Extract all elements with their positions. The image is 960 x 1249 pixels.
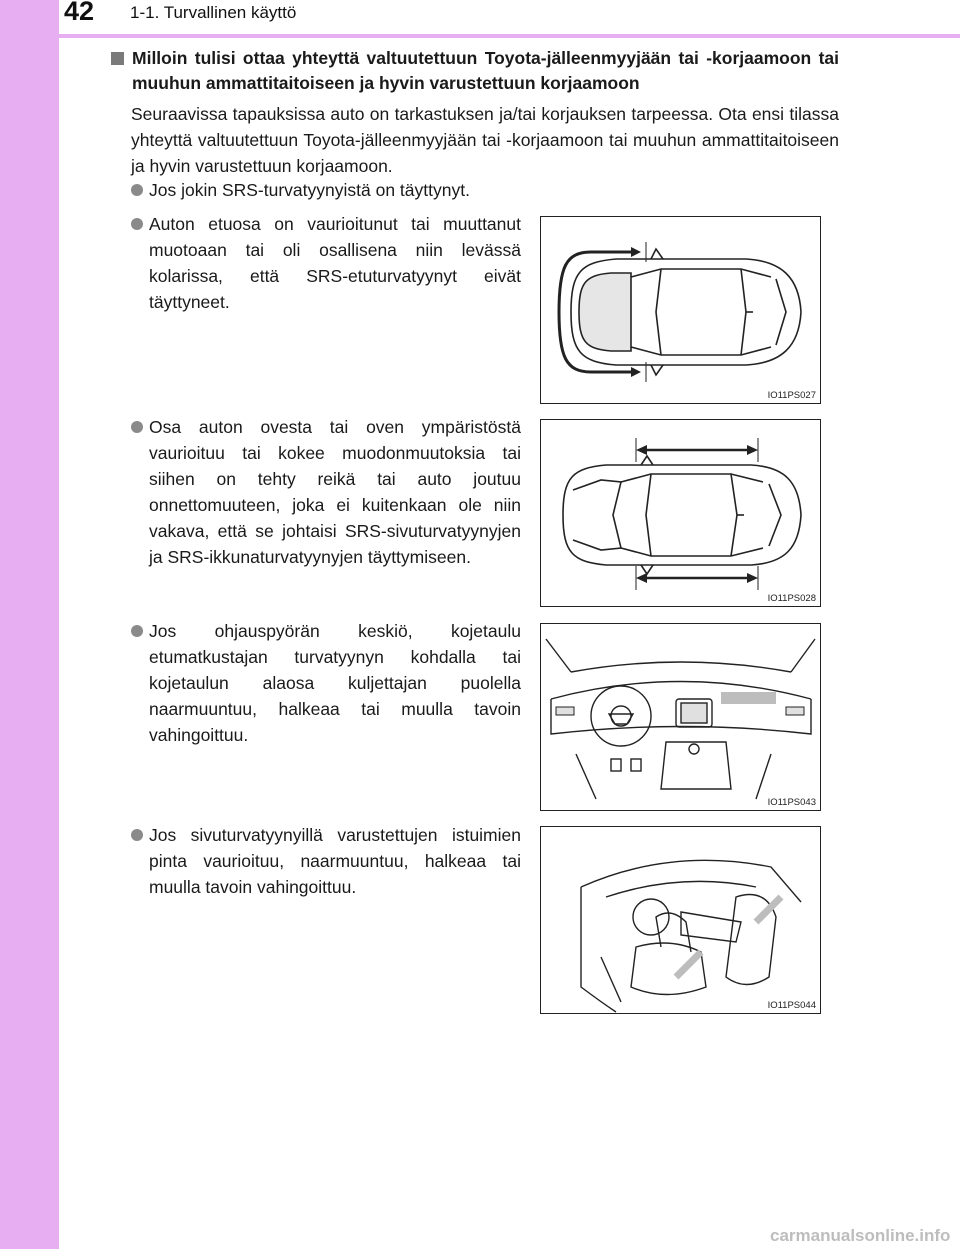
figure-code: IO11PS043 (767, 797, 816, 808)
bullet-item: Jos jokin SRS-turvatyynyistä on täyttynyt. (131, 177, 839, 203)
heading-text: Milloin tulisi ottaa yhteyttä valtuutettuun Toyota-jälleenmyyjään tai -korjaamoon tai muuhun ammattitaitoiseen ja hyvin varustettuun korjaamoon (132, 48, 839, 93)
bullet-item: Auton etuosa on vaurioitunut tai muuttanut muotoaan tai oli osallisena niin levässä kolarissa, että SRS-etuturvatyynyt eivät täyttyneet. (131, 211, 521, 315)
seat-illustration (541, 827, 820, 1013)
intro-paragraph: Seuraavissa tapauksissa auto on tarkastuksen ja/tai korjauksen tarpeessa. Ota ensi tilassa yhteyttä valtuutettuun Toyota-jälleenmyyjään tai -korjaamoon tai muuhun ammattitaitoiseen ja hyvin varustettuun korjaamoon. (131, 104, 839, 176)
dashboard-illustration (541, 624, 820, 810)
figure-dashboard (540, 623, 821, 811)
bullet-item: Jos sivuturvatyynyillä varustettujen istuimien pinta vaurioituu, naarmuuntuu, halkeaa tai muulla tavoin vahingoittuu. (131, 822, 521, 900)
figure-code: IO11PS028 (767, 593, 816, 604)
car-side-damage-illustration (541, 420, 820, 606)
bullet-dot-icon (131, 218, 143, 230)
figure-side-damage (540, 419, 821, 607)
bullet-dot-icon (131, 184, 143, 196)
watermark: carmanualsonline.info (770, 1226, 951, 1245)
figure-seats (540, 826, 821, 1014)
figure-front-damage (540, 216, 821, 404)
bullet-dot-icon (131, 421, 143, 433)
section-title: 1-1. Turvallinen käyttö (130, 3, 297, 22)
header-rule (59, 34, 960, 38)
bullet-item: Osa auton ovesta tai oven ympäristöstä vaurioituu tai kokee muodonmuutoksia tai siihen on tehty reikä tai auto joutuu onnettomuuteen, joka ei kuitenkaan ole niin vakava, että se johtaisi SRS-sivuturvatyynyjen ja SRS-ikkunaturvatyynyjen täyttymiseen. (131, 414, 521, 570)
bullet-dot-icon (131, 829, 143, 841)
bullet-dot-icon (131, 625, 143, 637)
side-tab (0, 0, 59, 1249)
page-number: 42 (64, 0, 95, 26)
figure-code: IO11PS044 (767, 1000, 816, 1011)
section-heading (109, 46, 839, 96)
bullet-item: Jos ohjauspyörän keskiö, kojetaulu etumatkustajan turvatyynyn kohdalla tai kojetaulun alaosa kuljettajan puolella naarmuuntuu, halkeaa tai muulla tavoin vahingoittuu. (131, 618, 521, 748)
figure-code: IO11PS027 (767, 390, 816, 401)
car-front-damage-illustration (541, 217, 820, 403)
